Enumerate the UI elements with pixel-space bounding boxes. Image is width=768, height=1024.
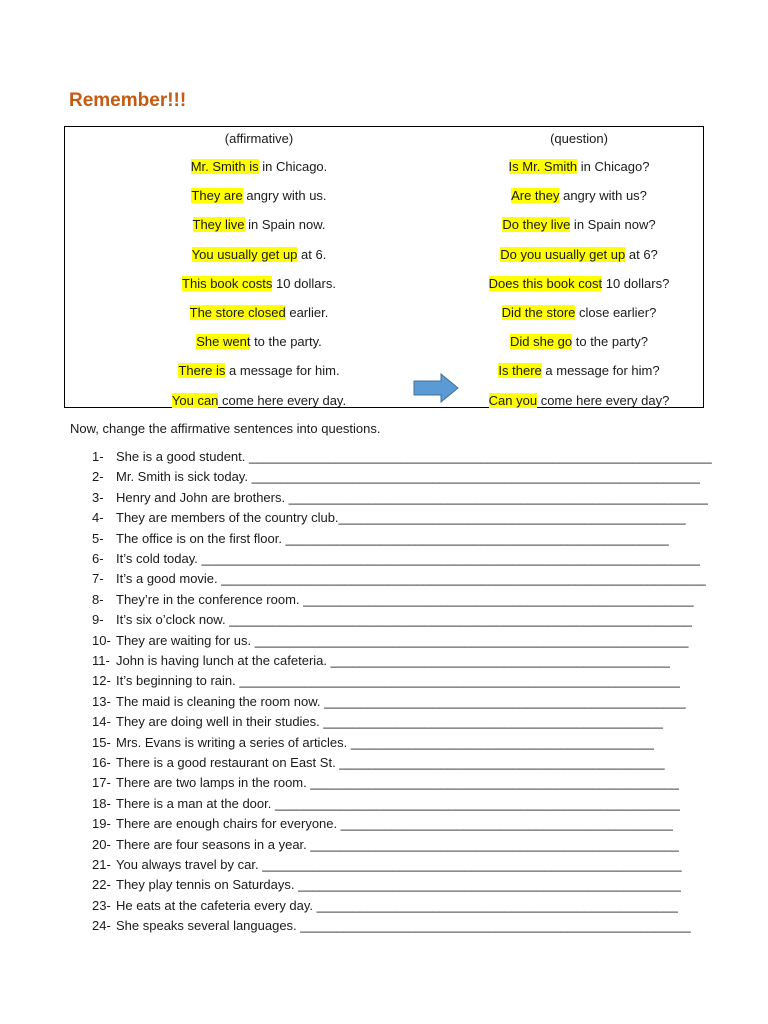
exercise-item bbox=[92, 611, 692, 629]
highlighted-phrase: Did the store bbox=[501, 305, 576, 320]
sentence-rest: close earlier? bbox=[575, 305, 657, 320]
item-sentence: Mrs. Evans is writing a series of articles. __________________________________________ bbox=[116, 735, 655, 750]
sentence-rest: come here every day. bbox=[218, 393, 347, 408]
item-sentence: She is a good student. ________________________________________________________________ bbox=[116, 449, 712, 464]
item-sentence: There are enough chairs for everyone. ______________________________________________ bbox=[116, 816, 674, 831]
question-sentence bbox=[453, 333, 705, 351]
sentence-rest: a message for him. bbox=[225, 363, 340, 378]
exercise-item bbox=[92, 876, 681, 894]
exercise-item bbox=[92, 672, 680, 690]
question-sentence bbox=[453, 392, 705, 410]
sentence-rest: at 6? bbox=[625, 247, 658, 262]
exercise-item bbox=[92, 509, 686, 527]
affirmative-sentence bbox=[65, 275, 453, 293]
exercise-item bbox=[92, 530, 669, 548]
item-sentence: They’re in the conference room. ______________________________________________________ bbox=[116, 592, 694, 607]
item-number: 14- bbox=[92, 714, 111, 729]
question-sentence bbox=[453, 275, 705, 293]
item-number: 3- bbox=[92, 490, 104, 505]
sentence-rest: in Spain now. bbox=[244, 217, 326, 232]
item-number: 13- bbox=[92, 694, 111, 709]
item-sentence: John is having lunch at the cafeteria. _______________________________________________ bbox=[116, 653, 671, 668]
item-sentence: The maid is cleaning the room now. __________________________________________________ bbox=[116, 694, 686, 709]
question-sentence bbox=[453, 246, 705, 264]
right-arrow-icon bbox=[413, 373, 459, 403]
question-sentence bbox=[453, 304, 705, 322]
exercise-item bbox=[92, 856, 682, 874]
item-number: 19- bbox=[92, 816, 111, 831]
exercise-item bbox=[92, 693, 686, 711]
item-number: 17- bbox=[92, 775, 111, 790]
sentence-rest: 10 dollars? bbox=[602, 276, 670, 291]
sentence-rest: in Spain now? bbox=[570, 217, 656, 232]
item-number: 23- bbox=[92, 898, 111, 913]
highlighted-phrase: Are they bbox=[511, 188, 560, 203]
exercise-item bbox=[92, 897, 678, 915]
item-number: 1- bbox=[92, 449, 104, 464]
affirmative-sentence bbox=[65, 216, 453, 234]
item-sentence: It’s six o’clock now. ________________________________________________________________ bbox=[116, 612, 692, 627]
item-number: 10- bbox=[92, 633, 111, 648]
exercise-item bbox=[92, 570, 706, 588]
item-sentence: There is a man at the door. ________________________________________________________ bbox=[116, 796, 680, 811]
exercise-item bbox=[92, 815, 673, 833]
highlighted-phrase: This book costs bbox=[182, 276, 273, 291]
item-sentence: It’s cold today. _____________________________________________________________________ bbox=[116, 551, 701, 566]
affirmative-sentence bbox=[65, 304, 453, 322]
item-sentence: There is a good restaurant on East St. _____________________________________________ bbox=[116, 755, 665, 770]
item-number: 5- bbox=[92, 531, 104, 546]
item-number: 16- bbox=[92, 755, 111, 770]
exercise-item bbox=[92, 774, 679, 792]
question-sentence bbox=[453, 187, 705, 205]
item-sentence: She speaks several languages. ______________________________________________________ bbox=[116, 918, 691, 933]
item-sentence: They are doing well in their studies. _______________________________________________ bbox=[116, 714, 664, 729]
item-number: 7- bbox=[92, 571, 104, 586]
instruction-text: Now, change the affirmative sentences into questions. bbox=[70, 421, 381, 436]
examples-box bbox=[64, 126, 704, 408]
highlighted-phrase: Did she go bbox=[509, 334, 573, 349]
item-sentence: It’s beginning to rain. _____________________________________________________________ bbox=[116, 673, 681, 688]
exercise-item bbox=[92, 836, 679, 854]
item-number: 22- bbox=[92, 877, 111, 892]
highlighted-phrase: Mr. Smith is bbox=[190, 159, 259, 174]
sentence-rest: to the party. bbox=[250, 334, 322, 349]
item-number: 21- bbox=[92, 857, 111, 872]
sentence-rest: to the party? bbox=[572, 334, 649, 349]
item-number: 6- bbox=[92, 551, 104, 566]
sentence-rest: 10 dollars. bbox=[272, 276, 336, 291]
question-header: (question) bbox=[550, 131, 608, 146]
exercise-item bbox=[92, 448, 712, 466]
sentence-rest: earlier. bbox=[285, 305, 329, 320]
sentence-rest: angry with us. bbox=[242, 188, 327, 203]
item-sentence: Mr. Smith is sick today. ______________________________________________________________ bbox=[116, 469, 700, 484]
sentence-rest: a message for him? bbox=[541, 363, 660, 378]
sentence-rest: in Chicago. bbox=[258, 159, 328, 174]
question-sentence bbox=[453, 158, 705, 176]
item-number: 12- bbox=[92, 673, 111, 688]
exercise-item bbox=[92, 754, 665, 772]
item-number: 9- bbox=[92, 612, 104, 627]
exercise-item bbox=[92, 713, 663, 731]
item-sentence: There are two lamps in the room. ___________________________________________________ bbox=[116, 775, 680, 790]
item-sentence: It’s a good movie. ___________________________________________________________________ bbox=[116, 571, 706, 586]
item-sentence: They are members of the country club.________________________________________________ bbox=[116, 510, 686, 525]
highlighted-phrase: Is there bbox=[498, 363, 542, 378]
affirmative-sentence bbox=[65, 246, 453, 264]
highlighted-phrase: You can bbox=[171, 393, 219, 408]
sentence-rest: come here every day? bbox=[537, 393, 670, 408]
affirmative-sentence bbox=[65, 333, 453, 351]
item-number: 2- bbox=[92, 469, 104, 484]
item-sentence: They play tennis on Saturdays. _____________________________________________________ bbox=[116, 877, 682, 892]
highlighted-phrase: They are bbox=[191, 188, 243, 203]
item-sentence: They are waiting for us. ____________________________________________________________ bbox=[116, 633, 689, 648]
exercise-item bbox=[92, 734, 654, 752]
sentence-rest: at 6. bbox=[297, 247, 327, 262]
highlighted-phrase: Can you bbox=[488, 393, 538, 408]
highlighted-phrase: You usually get up bbox=[191, 247, 298, 262]
highlighted-phrase: The store closed bbox=[189, 305, 286, 320]
highlighted-phrase: Do you usually get up bbox=[500, 247, 626, 262]
highlighted-phrase: Does this book cost bbox=[488, 276, 603, 291]
item-sentence: You always travel by car. __________________________________________________________ bbox=[116, 857, 682, 872]
item-number: 20- bbox=[92, 837, 111, 852]
highlighted-phrase: There is bbox=[178, 363, 226, 378]
item-sentence: There are four seasons in a year. ___________________________________________________ bbox=[116, 837, 680, 852]
item-sentence: The office is on the first floor. _____________________________________________________ bbox=[116, 531, 669, 546]
page-title: Remember!!! bbox=[69, 90, 187, 111]
item-number: 8- bbox=[92, 592, 104, 607]
affirmative-sentence bbox=[65, 187, 453, 205]
affirmative-sentence bbox=[65, 362, 453, 380]
affirmative-sentence bbox=[65, 158, 453, 176]
exercise-item bbox=[92, 632, 689, 650]
item-number: 24- bbox=[92, 918, 111, 933]
exercise-item bbox=[92, 917, 691, 935]
affirmative-header: (affirmative) bbox=[224, 131, 294, 146]
sentence-rest: angry with us? bbox=[559, 188, 647, 203]
exercise-item bbox=[92, 795, 680, 813]
exercise-item bbox=[92, 468, 700, 486]
question-sentence bbox=[453, 362, 705, 380]
highlighted-phrase: She went bbox=[196, 334, 251, 349]
sentence-rest: in Chicago? bbox=[577, 159, 650, 174]
highlighted-phrase: Is Mr. Smith bbox=[508, 159, 578, 174]
exercise-item bbox=[92, 652, 670, 670]
item-number: 15- bbox=[92, 735, 111, 750]
question-sentence bbox=[453, 216, 705, 234]
exercise-item bbox=[92, 591, 694, 609]
highlighted-phrase: They live bbox=[192, 217, 245, 232]
item-number: 4- bbox=[92, 510, 104, 525]
affirmative-sentence bbox=[65, 392, 453, 410]
item-sentence: Henry and John are brothers. __________________________________________________________ bbox=[116, 490, 709, 505]
item-number: 11- bbox=[92, 653, 110, 668]
highlighted-phrase: Do they live bbox=[502, 217, 571, 232]
exercise-item bbox=[92, 550, 700, 568]
item-number: 18- bbox=[92, 796, 111, 811]
exercise-item bbox=[92, 489, 708, 507]
item-sentence: He eats at the cafeteria every day. __________________________________________________ bbox=[116, 898, 679, 913]
